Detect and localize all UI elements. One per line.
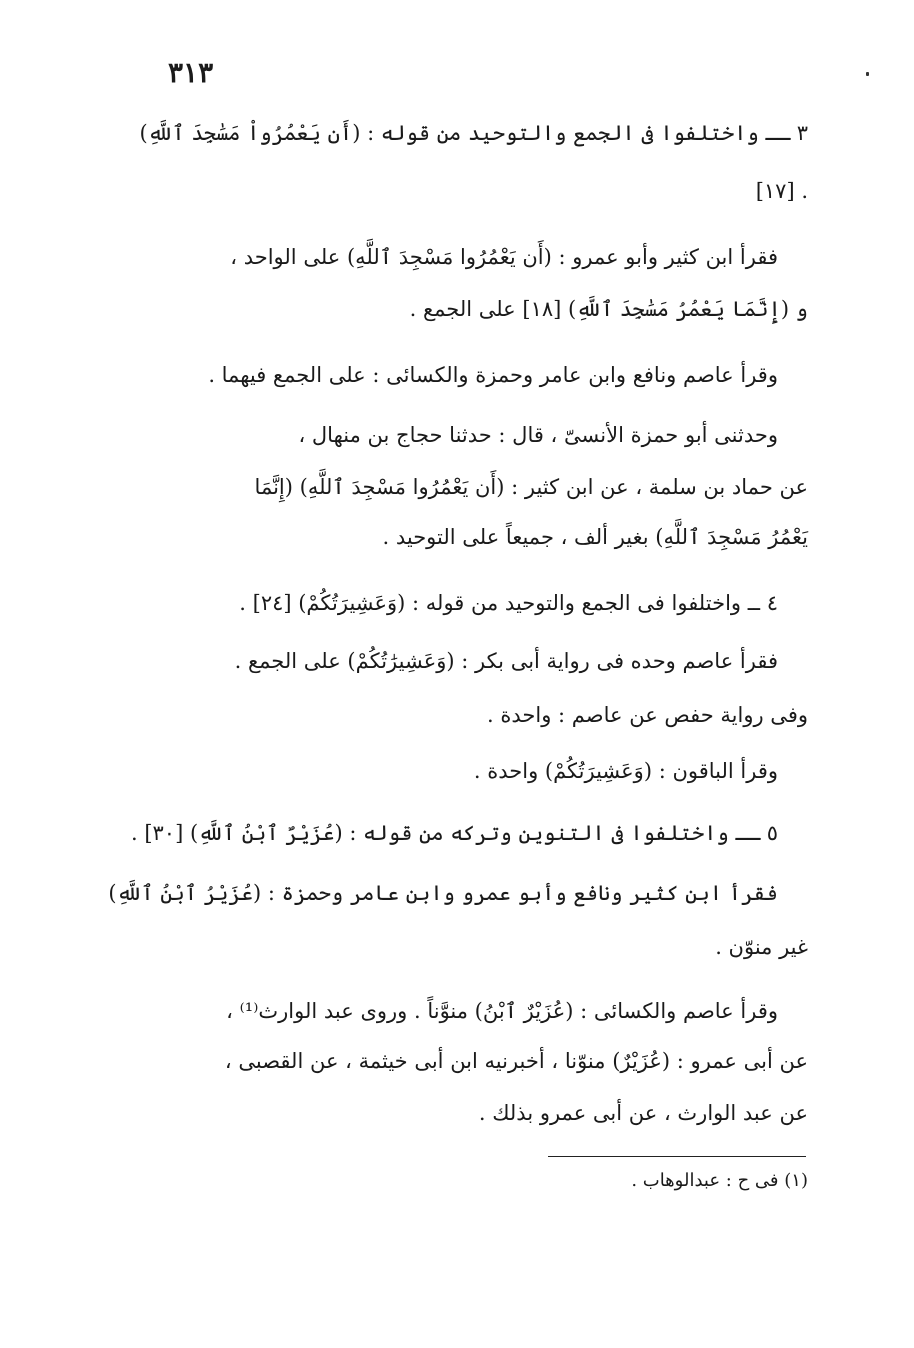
text-line-18: عن عبد الوارث ، عن أبى عمرو بذلك . — [478, 1101, 808, 1125]
text-line-10: فقرأ عاصم وحده فى رواية أبى بكر : (وَعَشِيرَٰتُكُمْ) على الجمع . — [234, 649, 778, 673]
text-line-17: عن أبى عمرو : (عُزَيْرٌ) منوّنا ، أخبرنيه ابن أبى خيثمة ، عن القصبى ، — [224, 1049, 808, 1073]
text-line-15: غير منوّن . — [715, 935, 808, 959]
text-line-13: ٥ ــ واختلفوا فى التنوين وتركه من قوله : (عُزَيْرٌ ٱبْنُ ٱللَّهِ) [٣٠] . — [130, 821, 778, 845]
text-line-5: وقرأ عاصم ونافع وابن عامر وحمزة والكسائى : على الجمع فيهما . — [208, 363, 778, 387]
page-number: ٣١٣ — [168, 56, 214, 89]
text-line-4: و (إِنَّمَا يَعْمُرُ مَسَٰجِدَ ٱللَّهِ) [١٨] على الجمع . — [409, 297, 808, 321]
text-line-8: يَعْمُرُ مَسْجِدَ ٱللَّهِ) بغير ألف ، جميعاً على التوحيد . — [382, 525, 808, 549]
footnote-divider — [548, 1156, 806, 1157]
text-line-6: وحدثنى أبو حمزة الأنسىّ ، قال : حدثنا حجاج بن منهال ، — [298, 423, 778, 447]
text-line-2: . [١٧] — [755, 179, 808, 203]
text-line-16: وقرأ عاصم والكسائى : (عُزَيْرٌ ٱبْنُ) منوَّناً . وروى عبد الوارث⁽¹⁾ ، — [226, 999, 778, 1023]
text-line-12: وقرأ الباقون : (وَعَشِيرَتُكُمْ) واحدة . — [473, 759, 778, 783]
text-line-1: ٣ ــ واختلفوا فى الجمع والتوحيد من قوله : (أَن يَعْمُرُواْ مَسَٰجِدَ ٱللَّهِ) — [139, 121, 808, 145]
text-line-3: فقرأ ابن كثير وأبو عمرو : (أَن يَعْمُرُوا مَسْجِدَ ٱللَّهِ) على الواحد ، — [230, 245, 778, 269]
text-line-11: وفى رواية حفص عن عاصم : واحدة . — [487, 703, 808, 727]
footnote: (١) فى ح : عبدالوهاب . — [631, 1170, 808, 1191]
page-speck — [866, 72, 869, 76]
text-line-9: ٤ ــ واختلفوا فى الجمع والتوحيد من قوله : (وَعَشِيرَتُكُمْ) [٢٤] . — [239, 591, 778, 615]
text-line-14: فقرأ ابن كثير ونافع وأبو عمرو وابن عامر وحمزة : (عُزَيْرُ ٱبْنُ ٱللَّهِ) — [108, 881, 778, 905]
text-line-7: عن حماد بن سلمة ، عن ابن كثير : (أَن يَعْمُرُوا مَسْجِدَ ٱللَّهِ) (إِنَّمَا — [254, 475, 808, 499]
